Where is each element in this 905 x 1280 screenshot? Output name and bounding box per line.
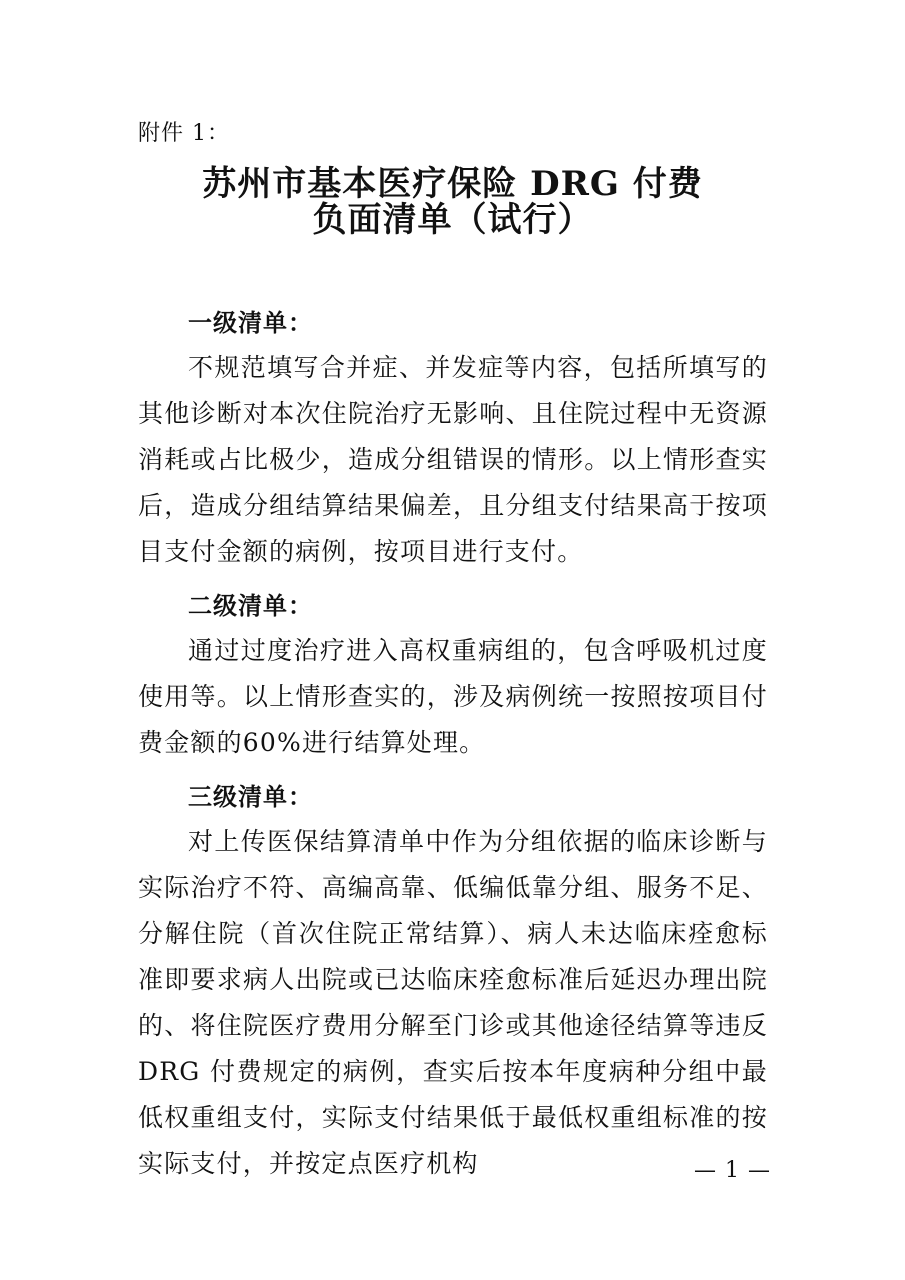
section-paragraph: 不规范填写合并症、并发症等内容，包括所填写的其他诊断对本次住院治疗无影响、且住院过程中无资源消耗或占比极少，造成分组错误的情形。以上情形查实后，造成分组结算结果偏差，且分组支付结果高于按项目支付金额的病例，按项目进行支付。 bbox=[138, 353, 768, 566]
section-level-3 bbox=[138, 774, 768, 1187]
section-level-1 bbox=[138, 300, 768, 575]
section-level-2 bbox=[138, 583, 768, 766]
section-paragraph: 对上传医保结算清单中作为分组依据的临床诊断与实际治疗不符、高编高靠、低编低靠分组、服务不足、分解住院（首次住院正常结算）、病人未达临床痊愈标准即要求病人出院或已达临床痊愈标准后延迟办理出院的、将住院医疗费用分解至门诊或其他途径结算等违反 DRG 付费规定的病例，查实后按本年度病种分组中最低权重组支付，实际支付结果低于最低权重组标准的按实际支付，并按定点医疗机构 bbox=[138, 827, 768, 1178]
page-number: — 1 — bbox=[694, 1158, 771, 1183]
section-heading: 一级清单： bbox=[188, 308, 313, 337]
section-heading: 三级清单： bbox=[188, 782, 313, 811]
section-paragraph: 通过过度治疗进入高权重病组的，包含呼吸机过度使用等。以上情形查实的，涉及病例统一按照按项目付费金额的60%进行结算处理。 bbox=[138, 636, 768, 757]
section-heading: 二级清单： bbox=[188, 591, 313, 620]
document-title-line1: 苏州市基本医疗保险 DRG 付费 bbox=[202, 164, 703, 204]
attachment-label: 附件 1： bbox=[138, 121, 230, 146]
document-title-line2: 负面清单（试行） bbox=[312, 200, 593, 240]
document-body bbox=[138, 300, 768, 1187]
